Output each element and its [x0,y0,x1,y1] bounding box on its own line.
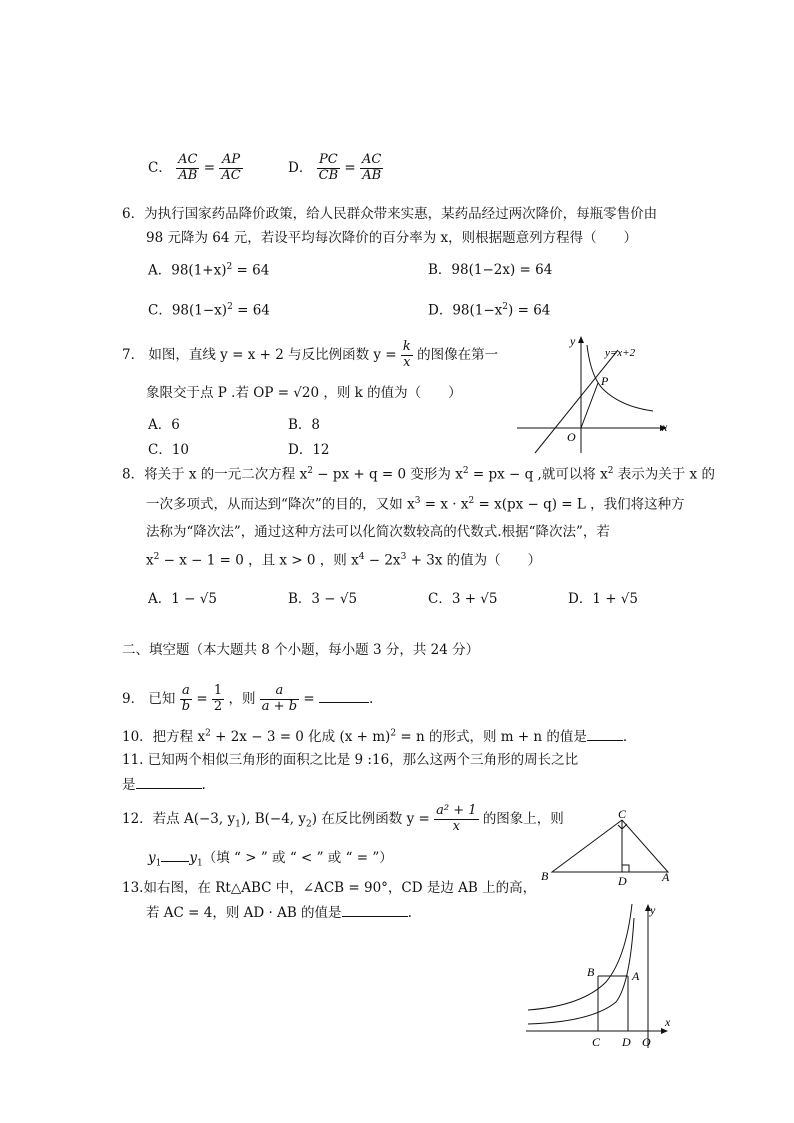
q5-option-d: D． $\frac{PC}{CB}$ = $\frac{AC}{AB}$ [288,152,382,183]
q7-line [535,350,618,453]
q5-c-fraction-2: $\frac{AP}{AC}$ [221,152,241,183]
fig2-label-o: O [642,1035,651,1049]
fig2-label-d: D [622,1035,631,1049]
q8-line-1: 8．将关于 x 的一元二次方程 $x^2$ − px + q = 0 变形为 $x^2$ = px − q ,就可以将 $x^2$ 表示为关于 x 的 [122,466,715,483]
q9-fraction-one-half: $\frac{1}{2}$ [213,683,223,714]
q13-fig-a: A [662,870,670,884]
q6-line-1: 6．为执行国家药品降价政策，给人民群众带来实惠，某药品经过两次降价，每瓶零售价由 [122,206,658,222]
q7-fig-y: y [570,334,576,348]
q13-triangle-figure [538,808,678,886]
q7-option-a: A．6 [148,417,180,433]
q13-right-angle-d [622,865,629,872]
q6-option-d: D．$98(1-x^2) = 64$ [428,302,551,319]
q13-triangle [552,820,668,872]
q12-line-1: 12．若点 A(−3, $y_1$), B(−4, $y_2$) 在反比例函数 y = $\frac{\text{a² + 1}}{x}$ 的图象上，则 [122,803,564,834]
q7-fig-o: O [567,430,576,444]
q7-option-b: B．8 [288,417,321,433]
q7-line-2: 象限交于点 P .若 OP = √20 ，则 k 的值为（ ） [146,385,462,401]
q12-answer-blank[interactable] [161,849,189,862]
q6-option-b: B．98(1−2x) = 64 [428,262,553,278]
q7-option-c: C．10 [148,442,190,458]
q10-line: 10．把方程 $x^2 + 2x - 3 = 0$ 化成 $(x + m)^2 = n$ 的形式，则 m + n 的值是 ． [122,728,637,745]
q6-option-c: C．$98(1-x)^2 = 64$ [148,302,270,319]
q5-c-fraction-1: $\frac{AC}{AB}$ [178,152,198,183]
q7-figure [515,333,675,455]
q8-option-d: D．1 + √5 [568,591,638,607]
q10-answer-blank[interactable] [587,728,623,741]
q9-fraction-a-over-a-plus-b: $\frac{a}{a + b}$ [261,683,298,714]
q8-line-2: 一次多项式，从而达到“降次”的目的，又如 $x^3 = x \cdot x^2 = x(px - q) = L$ ，我们将这种方 [146,496,685,513]
q8-option-b: B．3 − √5 [288,591,358,607]
q6-line-2: 98 元降为 64 元，若设平均每次降价的百分率为 x，则根据题意列方程得（ ） [146,230,638,246]
q9-line: 9． 已知 $\frac{a}{b}$ = $\frac{1}{2}$ ，则 $\frac{a}{a + b}$ = . [122,683,374,714]
q13-fig-c: C [618,808,627,821]
q5-d-fraction-2: $\frac{AC}{AB}$ [362,152,382,183]
q7-fig-line-label: y=x+2 [605,347,636,359]
q7-line-1: 7． 如图，直线 y = x + 2 与反比例函数 y = $\frac{k}{x}$ 的图像在第一 [122,339,499,370]
section-title-fill-in: 二、填空题（本大题共 8 个小题，每小题 3 分，共 24 分） [122,642,480,658]
q5-d-fraction-1: $\frac{PC}{CB}$ [318,152,339,183]
q7-fig-x: x [662,420,668,434]
q11-line-2: 是 . [122,777,206,793]
q8-option-a: A．1 − √5 [148,591,217,607]
q13-line-1: 13.如右图，在 Rt△ABC 中，∠ACB = 90°，CD 是边 AB 上的高， [122,880,537,896]
q11-line-1: 11. 已知两个相似三角形的面积之比是 9 :16，那么这两个三角形的周长之比 [122,752,579,768]
q12-line-2: $y_1$ $y_1$（填 “ > ” 或 “ < ” 或 “ = ”） [148,850,393,869]
q8-option-c: C．3 + √5 [428,591,498,607]
q13-fig-d: D [618,874,627,886]
q7-option-d: D．12 [288,442,330,458]
q13-line-2: 若 AC = 4，则 AD · AB 的值是 . [146,905,412,921]
q12-fraction: $\frac{\text{a² + 1}}{x}$ [436,803,477,834]
q9-fraction-a-over-b: $\frac{a}{b}$ [181,683,191,714]
q7-fraction: $\frac{k}{x}$ [402,339,411,370]
fig2-label-b: B [587,965,595,979]
q9-answer-blank[interactable] [319,690,369,703]
fig2-outer-curve [528,904,632,1010]
q5-option-c: C． $\frac{AC}{AB}$ = $\frac{AP}{AC}$ [148,152,241,183]
fig2-label-x: x [665,1015,671,1029]
q13-fig-b: B [541,869,549,883]
q6-option-a: A．$98(1+x)^2 = 64$ [148,262,270,279]
q13-answer-blank[interactable] [342,904,408,917]
q8-line-3: 法称为“降次法”，通过这种方法可以化简次数较高的代数式.根据“降次法”，若 [146,524,610,540]
fig2-label-a: A [632,969,640,983]
fig2-label-c: C [592,1035,601,1049]
q7-y-arrow [578,336,584,343]
hyperbola-rectangle-figure [522,898,682,1050]
q11-answer-blank[interactable] [136,776,202,789]
q7-fig-p: P [601,374,609,388]
q7-op-segment [581,383,598,428]
q8-line-4: $x^2 - x - 1 = 0$ ，且 x > 0 ，则 $x^4 - 2x^3 + 3x$ 的值为（ ） [146,552,542,569]
fig2-label-y: y [650,903,656,917]
